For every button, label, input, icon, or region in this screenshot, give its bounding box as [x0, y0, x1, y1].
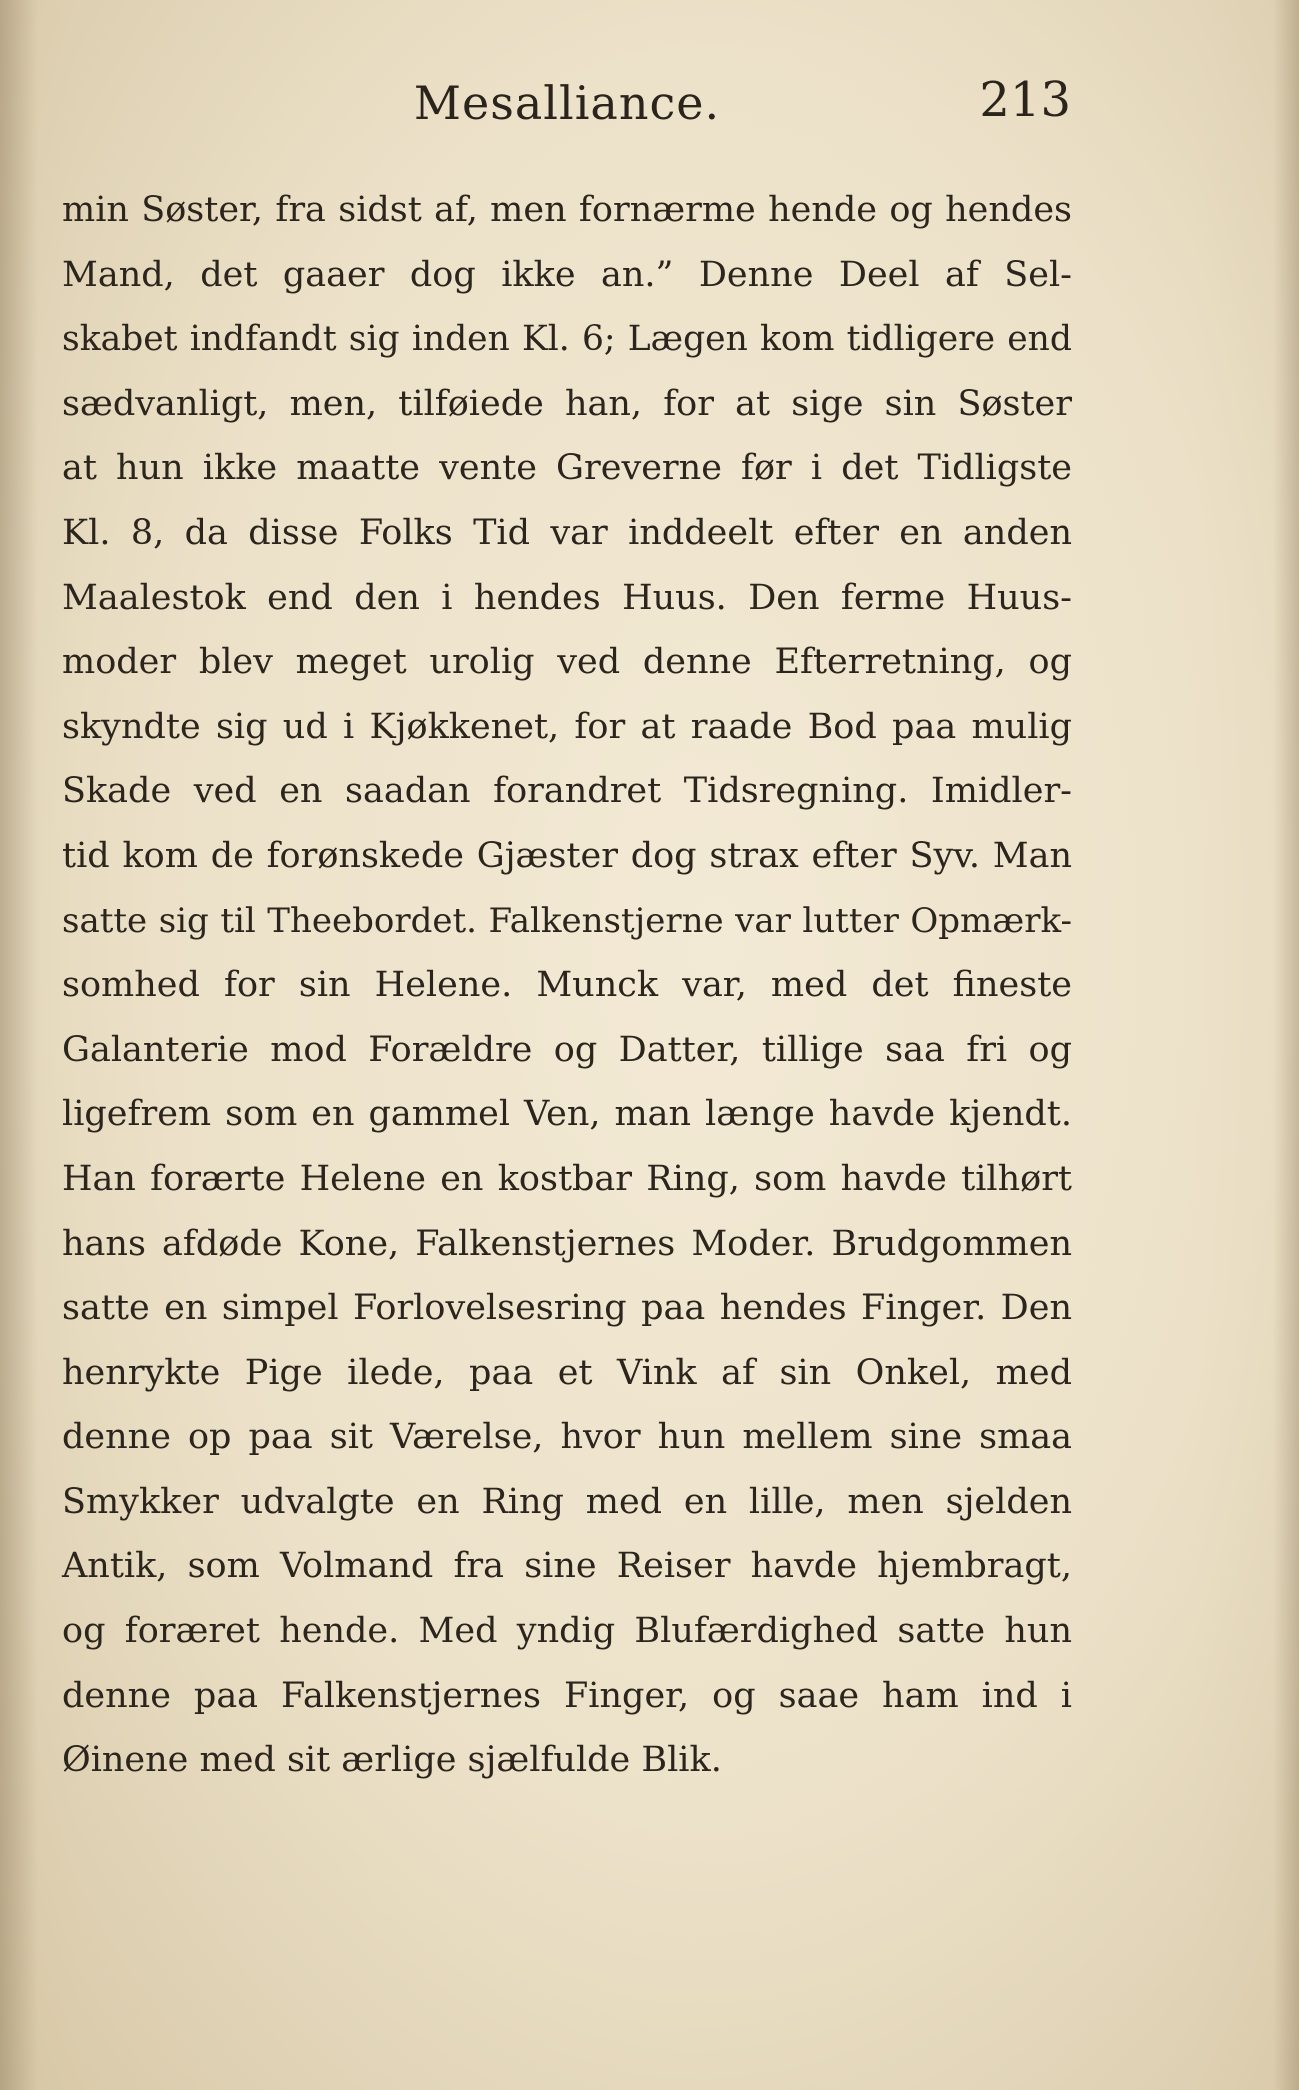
text-line: sædvanligt, men, tilføiede han, for at sige sin Søster: [62, 383, 1072, 424]
text-line: skabet indfandt sig inden Kl. 6; Lægen kom tidligere end: [62, 319, 1072, 360]
text-line: ligefrem som en gammel Ven, man længe havde kjendt.: [62, 1094, 1072, 1135]
text-line: satte sig til Theebordet. Falkenstjerne var lutter Opmærk-: [62, 900, 1072, 941]
text-line: Galanterie mod Forældre og Datter, tillige saa fri og: [62, 1029, 1072, 1070]
text-line: Mand, det gaaer dog ikke an.” Denne Deel af Sel-: [62, 254, 1072, 295]
text-line: satte en simpel Forlovelsesring paa hendes Finger. Den: [62, 1288, 1072, 1329]
text-line: og foræret hende. Med yndig Blufærdighed satte hun: [62, 1611, 1072, 1652]
text-line: hans afdøde Kone, Falkenstjernes Moder. Brudgommen: [62, 1223, 1072, 1264]
text-line: denne op paa sit Værelse, hvor hun mellem sine smaa: [62, 1417, 1072, 1458]
text-line: Øinene med sit ærlige sjælfulde Blik.: [62, 1740, 722, 1781]
text-line: Antik, som Volmand fra sine Reiser havde hjembragt,: [62, 1546, 1072, 1587]
text-line: Kl. 8, da disse Folks Tid var inddeelt efter en anden: [62, 512, 1072, 553]
text-line: Smykker udvalgte en Ring med en lille, men sjelden: [62, 1481, 1072, 1522]
page-edge-shadow: [1273, 0, 1299, 2090]
text-line: Han forærte Helene en kostbar Ring, som havde tilhørt: [62, 1158, 1072, 1199]
page-number: 213: [979, 72, 1071, 128]
text-line: Maalestok end den i hendes Huus. Den ferme Huus-: [62, 577, 1072, 618]
text-line: at hun ikke maatte vente Greverne før i det Tidligste: [62, 448, 1072, 489]
text-line: denne paa Falkenstjernes Finger, og saae ham ind i: [62, 1675, 1072, 1716]
text-line: min Søster, fra sidst af, men fornærme hende og hendes: [62, 190, 1072, 230]
page-gutter-shadow: [0, 0, 38, 2090]
body-text: [62, 178, 1072, 1793]
running-head: Mesalliance.: [413, 76, 721, 130]
text-line: skyndte sig ud i Kjøkkenet, for at raade Bod paa mulig: [62, 706, 1072, 747]
text-line: Skade ved en saadan forandret Tidsregning. Imidler-: [62, 771, 1072, 812]
text-line: moder blev meget urolig ved denne Efterretning, og: [62, 642, 1072, 683]
text-line: tid kom de forønskede Gjæster dog strax efter Syv. Man: [62, 835, 1072, 876]
text-line: henrykte Pige ilede, paa et Vink af sin Onkel, med: [62, 1352, 1072, 1393]
text-line: somhed for sin Helene. Munck var, med det fineste: [62, 965, 1072, 1006]
